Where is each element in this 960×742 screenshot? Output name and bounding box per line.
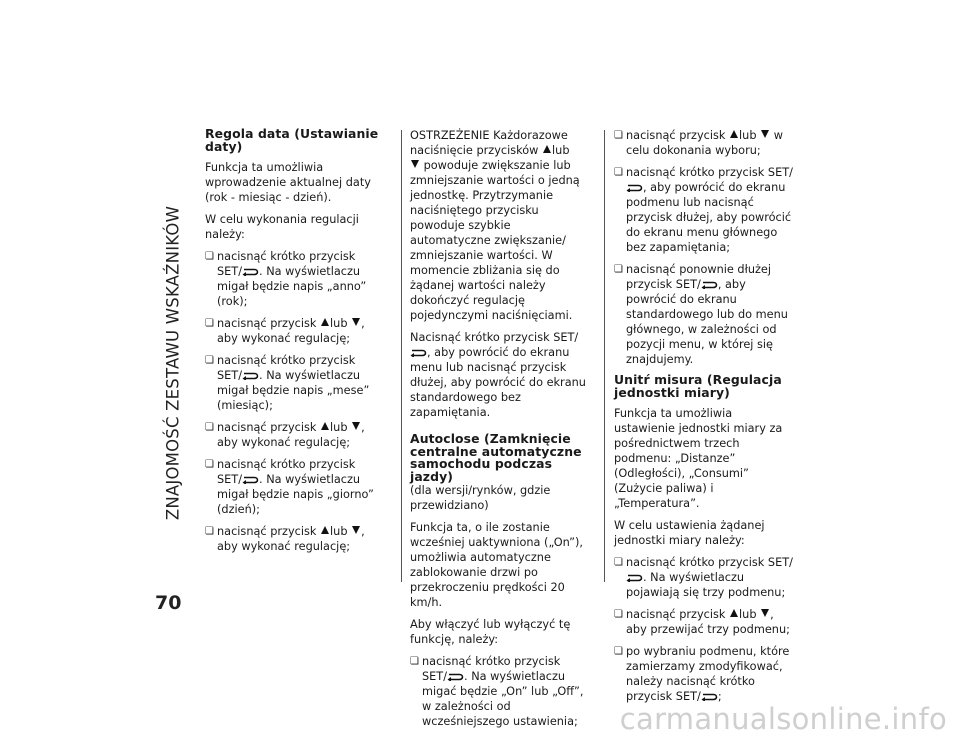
paragraph: W celu wykonania regulacji należy: (205, 213, 359, 242)
arrow-up-icon (321, 422, 329, 430)
list-item: ❏ nacisnąć przycisk lub , aby przewijać trzy podmenu; (614, 607, 794, 637)
heading-autoclose: Autoclose (Zamknięcie centralne automatyczne samochodu podczas jazdy) (410, 431, 582, 484)
arrow-up-icon (321, 526, 329, 534)
paragraph: Funkcja ta, o ile zostanie wcześniej uaktywniona („On”), umożliwia automatyczne zablokowanie drzwi po przekroczeniu prędkości 20 km/h. (410, 521, 583, 610)
paragraph: Funkcja ta umożliwia wprowadzenie aktualnej daty (rok - miesiąc - dzień). (205, 161, 371, 205)
arrow-down-icon (411, 160, 419, 168)
list-item: ❏ nacisnąć krótko przycisk SET/ . Na wyświetlaczu migać będzie „On” lub „Off”, w zależności od wcześniejszego ustawienia; (410, 654, 588, 729)
list-item: ❏ nacisnąć przycisk lub , aby wykonać regulację; (205, 420, 381, 450)
paragraph: W celu ustawienia żądanej jednostki miary należy: (614, 519, 765, 548)
enter-return-icon (242, 372, 259, 380)
arrow-up-icon (321, 318, 329, 326)
list-item: ❏ po wybraniu podmenu, które zamierzamy zmodyfikować, należy nacisnąć krótko przycisk SET/ ; (614, 644, 794, 704)
column-divider (604, 130, 605, 582)
enter-return-icon (626, 184, 643, 192)
list-item: ❏ nacisnąć krótko przycisk SET/ . Na wyświetlaczu migał będzie napis „giorno” (dzień); (205, 457, 381, 517)
list-item: ❏ nacisnąć przycisk lub w celu dokonania wyboru; (614, 128, 794, 158)
side-section-title (156, 128, 190, 598)
arrow-down-icon (352, 526, 360, 534)
paragraph: Nacisnąć krótko przycisk SET/, aby powrócić do ekranu menu lub nacisnąć przycisk dłużej, aby powrócić do ekranu standardowego bez zapamiętania. (410, 331, 586, 419)
arrow-down-icon (761, 130, 769, 138)
paragraph: Funkcja ta umożliwia ustawienie jednostki miary za pośrednictwem trzech podmenu: „Distanze” (Odległości), „Consumi” (Zużycie paliwa) i „Temperatura”. (614, 407, 783, 511)
arrow-down-icon (352, 422, 360, 430)
enter-return-icon (701, 693, 718, 701)
page-number: 70 (155, 592, 182, 614)
enter-return-icon (701, 281, 718, 289)
column-2 (410, 128, 588, 736)
arrow-up-icon (730, 609, 738, 617)
list-item: ❏ nacisnąć krótko przycisk SET/. Na wyświetlaczu pojawiają się trzy podmenu; (614, 555, 794, 600)
warning-paragraph: OSTRZEŻENIE Każdorazowe naciśnięcie przycisków lub powoduje zwiększanie lub zmniejszanie wartości o jedną jednostkę. Przytrzymanie naciśniętego przycisku powoduje szybkie automatyczne zwiększanie/ zmniejszanie wartości. W momencie zbliżania się do żądanej wartości należy dokończyć regulację pojedynczymi naciśnięciami. (410, 129, 580, 322)
column-1 (205, 128, 381, 561)
enter-return-icon (242, 268, 259, 276)
arrow-down-icon (352, 318, 360, 326)
paragraph: Aby włączyć lub wyłączyć tę funkcję, należy: (410, 618, 571, 647)
list-item: ❏ nacisnąć krótko przycisk SET/, aby powrócić do ekranu podmenu lub nacisnąć przycisk dłużej, aby powrócić do ekranu menu głównego bez zapamiętania; (614, 165, 794, 255)
subheading: (dla wersji/rynków, gdzie przewidziano) (410, 484, 551, 513)
arrow-down-icon (761, 609, 769, 617)
enter-return-icon (447, 673, 464, 681)
heading-date: Regola data (Ustawianie daty) (205, 126, 379, 154)
list-item: ❏ nacisnąć ponownie dłużej przycisk SET/ , aby powrócić do ekranu standardowego lub do menu głównego, w zależności od pozycji menu, w której się znajdujemy. (614, 262, 794, 367)
enter-return-icon (626, 574, 643, 582)
side-title-text: ZNAJOMOŚĆ ZESTAWU WSKAŹNIKÓW (163, 205, 183, 521)
watermark-text: carmanualsonline.info (619, 702, 947, 736)
enter-return-icon (242, 476, 259, 484)
enter-return-icon (410, 349, 427, 357)
list-item: ❏ nacisnąć przycisk lub , aby wykonać regulację; (205, 524, 381, 554)
list-item: ❏ nacisnąć przycisk lub , aby wykonać regulację; (205, 316, 381, 346)
column-3 (614, 128, 794, 711)
list-item: ❏ nacisnąć krótko przycisk SET/ . Na wyświetlaczu migał będzie napis „mese” (miesiąc); (205, 353, 381, 413)
arrow-up-icon (730, 130, 738, 138)
arrow-up-icon (543, 145, 551, 153)
column-divider (401, 130, 402, 582)
list-item: ❏ nacisnąć krótko przycisk SET/ . Na wyświetlaczu migał będzie napis „anno” (rok); (205, 249, 381, 309)
heading-units: Unitŕ misura (Regulacja jednostki miary) (614, 372, 782, 400)
